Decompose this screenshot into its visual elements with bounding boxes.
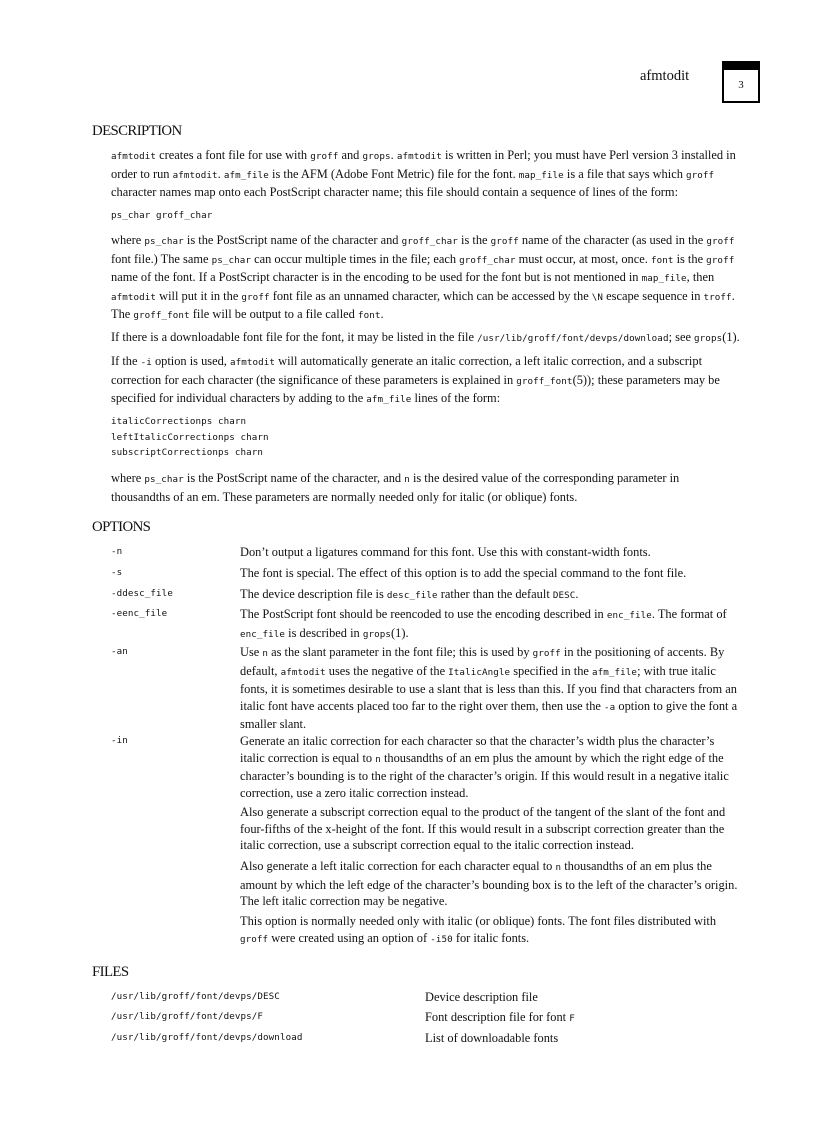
code-line: leftItalicCorrectionps charn <box>111 431 269 443</box>
code-term: ps_char <box>144 474 184 485</box>
text-run: ; see <box>668 330 695 344</box>
code-term: ItalicAngle <box>448 666 511 678</box>
text-run: font file.) The same <box>111 251 212 266</box>
text-run: is the PostScript name of the character, and <box>183 471 405 485</box>
text-run: Generate an italic correction for each character so that the character’s width plus the character’s italic correction is equal to <box>240 734 715 765</box>
text-run: rather than the default <box>437 587 553 601</box>
option-description <box>240 858 740 910</box>
code-term: grops <box>362 628 392 640</box>
text-run: will put it in the <box>156 288 242 303</box>
option-flag: -n <box>111 546 123 557</box>
code-term: groff_font <box>133 310 190 322</box>
text-run: uses the negative of the <box>325 663 449 678</box>
text-run: will automatically generate an italic correction, a left italic correction, and a subscript correction for each character (the significance of these parameters is explained in <box>111 354 703 387</box>
file-description: Device description file <box>425 990 538 1004</box>
code-term: groff <box>706 236 735 247</box>
text-run: ; with true italic fonts, it is sometimes desirable to use a slant that is less than this. If you find that characters from an italic font have accents placed too far to the right over them, then use the <box>240 663 737 713</box>
code-term: afm_file <box>223 169 269 181</box>
code-term: groff <box>686 169 715 181</box>
code-term: n <box>375 753 381 765</box>
code-term: font <box>650 254 674 266</box>
file-path: /usr/lib/groff/font/devps/F <box>111 1011 264 1022</box>
option-flag: -eenc_file <box>111 608 168 619</box>
text-run: , then <box>686 270 715 285</box>
text-run: (1). <box>391 625 409 640</box>
option-description <box>240 913 740 948</box>
option-description <box>240 733 740 801</box>
file-path: /usr/lib/groff/font/devps/DESC <box>111 991 280 1002</box>
text-run: The font is special. The effect of this option is to add the special command to the font file. <box>240 566 687 580</box>
option-flag: -s <box>111 567 123 578</box>
text-run: is the desired value of the corresponding parameter in thousandths of an em. These parameters are normally needed only for italic (or oblique) fonts. <box>111 471 680 504</box>
text-run: lines of the form: <box>411 391 501 406</box>
text-run: can occur multiple times in the file; each <box>251 251 460 266</box>
text-run: Use <box>240 645 263 659</box>
text-run: If there is a downloadable font file for the font, it may be listed in the file <box>111 330 478 344</box>
text-run: . <box>575 587 579 601</box>
text-run: Don’t output a ligatures command for this font. Use this with constant-width fonts. <box>240 545 651 559</box>
text-run: . <box>380 307 384 322</box>
file-path: /usr/lib/groff/font/devps/download <box>111 1032 303 1043</box>
text-run: in the positioning of accents. By default, <box>240 645 725 678</box>
code-term: afmtodit <box>111 151 157 162</box>
text-run: escape sequence in <box>603 288 704 303</box>
code-term: ps_char <box>211 254 252 266</box>
code-term: groff_char <box>401 236 458 247</box>
text-run: must occur, at most, once. <box>515 251 651 266</box>
description-paragraph-2 <box>111 232 741 325</box>
code-line: subscriptCorrectionps charn <box>111 447 264 459</box>
text-run: and <box>338 148 363 162</box>
description-paragraph-4 <box>111 353 741 409</box>
code-term: grops <box>694 333 723 344</box>
file-description: Font description file for font F <box>425 1010 575 1024</box>
text-run: If the <box>111 354 141 368</box>
code-term: afmtodit <box>230 357 276 368</box>
code-term: -a <box>604 701 616 713</box>
text-run: specified in the <box>510 663 593 678</box>
description-heading: DESCRIPTION <box>92 123 182 139</box>
page-number-box: 3 <box>722 61 760 103</box>
file-description: List of downloadable fonts <box>425 1031 559 1045</box>
text-run: font file as an unnamed character, which can be accessed by the <box>269 288 592 303</box>
option-description <box>240 606 740 643</box>
text-run: This option is normally needed only with italic (or oblique) fonts. The font files distributed with <box>240 914 717 928</box>
text-run: The device description file is <box>240 587 387 601</box>
text-run: is the <box>673 251 707 266</box>
code-term: afmtodit <box>172 169 218 181</box>
option-flag: -in <box>111 735 128 746</box>
text-run: is a file that says which <box>563 166 686 181</box>
text-run: for italic fonts. <box>452 930 530 945</box>
description-paragraph-1 <box>111 147 741 201</box>
code-term: groff_char <box>459 254 516 266</box>
code-term: \N <box>591 291 604 303</box>
text-run: character names map onto each PostScript character name; this file should contain a sequence of lines of the form: <box>111 185 679 200</box>
code-term: groff <box>706 254 735 266</box>
code-term: -i50 <box>430 933 453 945</box>
text-run: is described in <box>285 625 363 640</box>
code-term: map_file <box>641 273 687 285</box>
text-run: name of the character (as used in the <box>518 233 707 247</box>
code-term: desc_file <box>386 590 438 601</box>
text-run: where <box>111 233 145 247</box>
text-run: Also generate a left italic correction for each character equal to <box>240 859 556 873</box>
files-heading: FILES <box>92 964 129 980</box>
text-run: where <box>111 471 145 485</box>
text-run: Also generate a subscript correction equal to the product of the tangent of the slant of the font and four-fifths of the x-height of the font. If this would result in a subscript correction greater than the italic correction, use a subscript correction equal to the italic correction instead. <box>240 805 726 853</box>
code-term: enc_file <box>606 610 652 621</box>
code-term: /usr/lib/groff/font/devps/download <box>477 333 669 344</box>
text-run: name of the font. If a PostScript character is in the encoding to be used for the font but is not mentioned in <box>111 270 642 285</box>
code-term: groff <box>240 933 269 945</box>
description-paragraph-3 <box>111 329 741 348</box>
code-term: groff <box>532 648 561 659</box>
text-run: . <box>217 166 224 181</box>
text-run: option is used, <box>151 354 230 368</box>
description-paragraph-5 <box>111 470 741 505</box>
text-run: . The format of <box>651 607 727 621</box>
code-term: font <box>357 310 381 322</box>
code-term: afmtodit <box>396 151 442 162</box>
option-description <box>240 804 740 854</box>
code-term: n <box>555 862 562 873</box>
text-run: thousandths of an em plus the amount by which the left edge of the character’s bounding box is to the left of the character’s origin. The left italic correction may be negative. <box>240 859 738 909</box>
code-term: groff <box>490 236 519 247</box>
option-description <box>240 644 740 733</box>
code-term: groff <box>310 151 339 162</box>
text-run: is the <box>457 233 491 247</box>
code-term: n <box>404 474 410 485</box>
code-term: afmtodit <box>111 291 157 303</box>
text-run: . <box>390 148 397 162</box>
code-term: troff <box>703 291 732 303</box>
code-term: map_file <box>518 169 564 181</box>
code-term: afm_file <box>592 666 638 678</box>
option-description <box>240 586 740 605</box>
option-description <box>240 544 740 561</box>
text-run: . The <box>111 288 735 322</box>
code-term: -i <box>140 357 152 368</box>
text-run: thousandths of an em plus the amount by which the right edge of the character’s bounding is to the right of the character’s origin. If this would result in a negative italic correction, use a zero italic correction instead. <box>240 750 729 800</box>
code-term: afmtodit <box>280 666 326 678</box>
text-run: is the PostScript name of the character and <box>183 233 402 247</box>
text-run: option to give the font a smaller slant. <box>240 698 738 732</box>
option-flag: -an <box>111 646 128 657</box>
code-block <box>111 414 269 461</box>
text-run: is written in Perl; you must have Perl version 3 installed in order to run <box>111 148 736 181</box>
code-term: afm_file <box>366 394 412 406</box>
code-term: ps_char <box>144 236 184 247</box>
text-run: (5)); these parameters may be specified for individual characters by adding to the <box>111 372 720 406</box>
options-heading: OPTIONS <box>92 519 151 535</box>
code-term: n <box>262 648 269 659</box>
form-line: ps_char groff_char <box>111 210 213 221</box>
text-run: The PostScript font should be reencoded to use the encoding described in <box>240 607 607 621</box>
option-flag: -ddesc_file <box>111 588 173 599</box>
text-run: were created using an option of <box>268 930 431 945</box>
page-header-title: afmtodit <box>640 68 690 84</box>
text-run: as the slant parameter in the font file; this is used by <box>268 645 533 659</box>
text-run: (1). <box>722 330 740 344</box>
code-term: grops <box>362 151 391 162</box>
text-run: file will be output to a file called <box>189 307 358 322</box>
code-term: groff <box>241 291 270 303</box>
code-term: DESC <box>552 590 576 601</box>
option-description <box>240 565 740 582</box>
code-term: groff_font <box>516 375 573 387</box>
text-run: creates a font file for use with <box>156 148 311 162</box>
code-line: italicCorrectionps charn <box>111 416 247 427</box>
text-run: is the AFM (Adobe Font Metric) file for the font. <box>268 166 519 181</box>
code-term: enc_file <box>240 628 286 640</box>
